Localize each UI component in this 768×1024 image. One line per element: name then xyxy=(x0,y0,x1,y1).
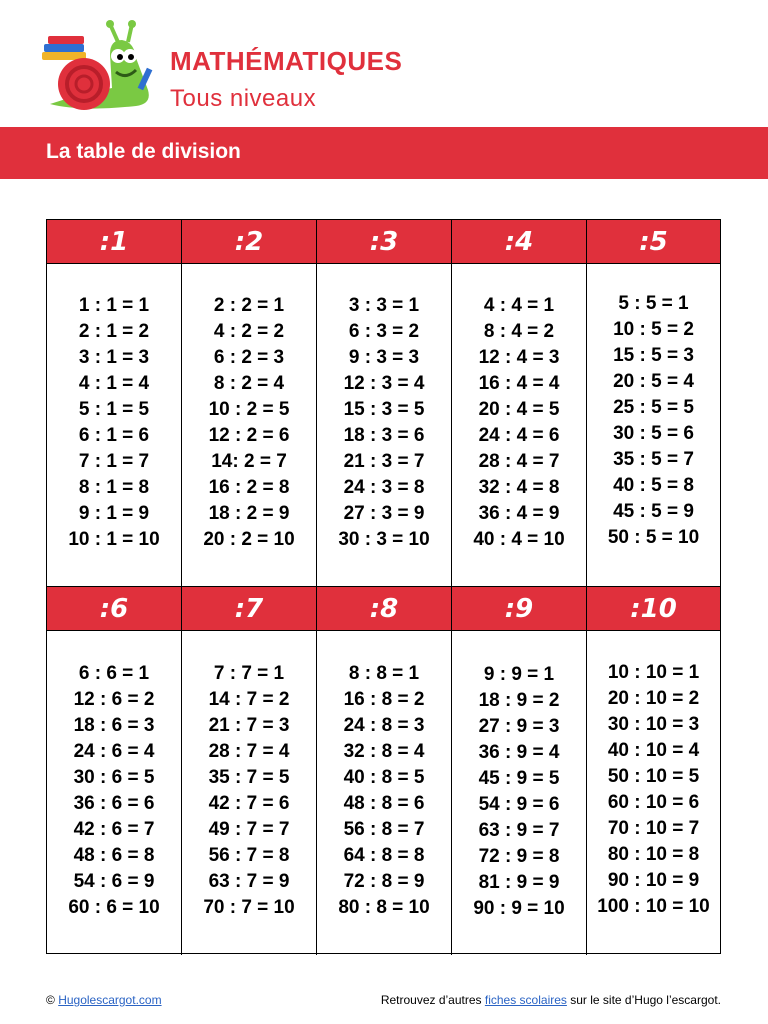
fact: 12 : 6 = 2 xyxy=(73,689,155,710)
table-column xyxy=(47,631,181,954)
fact: 36 : 9 = 4 xyxy=(478,742,560,763)
fact: 12 : 4 = 3 xyxy=(478,347,560,368)
fact: 9 : 1 = 9 xyxy=(78,503,150,524)
snail-logo-icon xyxy=(40,18,164,114)
column-divider xyxy=(316,220,317,955)
fact: 56 : 8 = 7 xyxy=(343,819,425,840)
fact: 32 : 8 = 4 xyxy=(343,741,425,762)
fact: 72 : 8 = 9 xyxy=(343,871,425,892)
table-header: :5 xyxy=(639,227,668,257)
tables-row-2 xyxy=(47,587,720,954)
tables-row-1 xyxy=(47,220,720,587)
fact: 80 : 10 = 8 xyxy=(607,844,700,865)
fact: 1 : 1 = 1 xyxy=(78,295,150,316)
footer-promo xyxy=(381,993,721,1007)
fact: 35 : 7 = 5 xyxy=(208,767,290,788)
fact: 12 : 3 = 4 xyxy=(343,373,425,394)
fact: 4 : 4 = 1 xyxy=(483,295,555,316)
fact: 42 : 7 = 6 xyxy=(208,793,290,814)
page-title: La table de division xyxy=(46,140,241,163)
fact: 30 : 5 = 6 xyxy=(613,423,694,444)
fact: 9 : 3 = 3 xyxy=(348,347,420,368)
fact: 100 : 10 = 10 xyxy=(597,896,710,917)
fact: 70 : 10 = 7 xyxy=(607,818,700,839)
table-header: :4 xyxy=(504,227,534,257)
fact: 54 : 6 = 9 xyxy=(73,871,155,892)
promo-text-after: sur le site d’Hugo l’escargot. xyxy=(570,993,721,1007)
subject-heading: MATHÉMATIQUES xyxy=(170,46,403,76)
table-column xyxy=(452,631,586,954)
fact: 56 : 7 = 8 xyxy=(208,845,290,866)
fact: 28 : 4 = 7 xyxy=(478,451,560,472)
fact: 20 : 2 = 10 xyxy=(203,529,295,550)
table-header: :2 xyxy=(234,227,264,257)
fact: 21 : 7 = 3 xyxy=(208,715,290,736)
fact: 21 : 3 = 7 xyxy=(343,451,425,472)
table-header: :1 xyxy=(99,227,129,257)
table-header: :10 xyxy=(630,594,677,624)
fact: 63 : 7 = 9 xyxy=(208,871,290,892)
fact: 63 : 9 = 7 xyxy=(478,820,560,841)
fact: 60 : 6 = 10 xyxy=(68,897,160,918)
fact: 4 : 2 = 2 xyxy=(213,321,285,342)
fact: 6 : 1 = 6 xyxy=(78,425,150,446)
fact: 7 : 1 = 7 xyxy=(78,451,150,472)
fact: 6 : 3 = 2 xyxy=(348,321,420,342)
fact: 36 : 6 = 6 xyxy=(73,793,155,814)
fact: 90 : 9 = 10 xyxy=(473,898,565,919)
fact: 45 : 5 = 9 xyxy=(613,501,694,522)
fact: 16 : 2 = 8 xyxy=(208,477,290,498)
table-header: :8 xyxy=(369,594,399,624)
table-column xyxy=(317,264,451,587)
worksheets-link[interactable]: fiches scolaires xyxy=(484,993,567,1007)
promo-text-before: Retrouvez d’autres xyxy=(380,993,482,1007)
fact: 90 : 10 = 9 xyxy=(607,870,700,891)
copyright-symbol: © xyxy=(46,993,55,1007)
division-tables-grid xyxy=(46,219,721,954)
fact: 70 : 7 = 10 xyxy=(203,897,295,918)
table-column xyxy=(182,264,316,587)
fact: 18 : 2 = 9 xyxy=(208,503,290,524)
fact: 20 : 5 = 4 xyxy=(613,371,694,392)
fact: 18 : 6 = 3 xyxy=(73,715,155,736)
fact: 8 : 2 = 4 xyxy=(213,373,285,394)
fact: 36 : 4 = 9 xyxy=(478,503,560,524)
table-column xyxy=(47,264,181,587)
fact: 5 : 1 = 5 xyxy=(78,399,150,420)
fact: 45 : 9 = 5 xyxy=(478,768,560,789)
fact: 2 : 2 = 1 xyxy=(213,295,285,316)
fact: 4 : 1 = 4 xyxy=(78,373,150,394)
fact: 16 : 8 = 2 xyxy=(343,689,425,710)
fact: 60 : 10 = 6 xyxy=(607,792,700,813)
fact: 72 : 9 = 8 xyxy=(478,846,560,867)
fact: 40 : 8 = 5 xyxy=(343,767,425,788)
fact: 30 : 10 = 3 xyxy=(607,714,700,735)
column-divider xyxy=(586,220,587,955)
fact: 49 : 7 = 7 xyxy=(208,819,290,840)
row-divider xyxy=(47,586,720,587)
fact: 12 : 2 = 6 xyxy=(208,425,290,446)
fact: 14 : 7 = 2 xyxy=(208,689,290,710)
fact: 5 : 5 = 1 xyxy=(618,293,689,314)
table-column xyxy=(587,631,720,954)
fact: 9 : 9 = 1 xyxy=(483,664,555,685)
fact: 50 : 5 = 10 xyxy=(607,527,700,548)
table-column xyxy=(317,631,451,954)
fact: 8 : 8 = 1 xyxy=(348,663,420,684)
fact: 3 : 1 = 3 xyxy=(78,347,150,368)
table-column xyxy=(587,264,720,587)
fact: 10 : 1 = 10 xyxy=(68,529,160,550)
fact: 14: 2 = 7 xyxy=(211,451,287,472)
fact: 28 : 7 = 4 xyxy=(208,741,290,762)
fact: 15 : 5 = 3 xyxy=(613,345,694,366)
fact: 18 : 9 = 2 xyxy=(478,690,560,711)
fact: 30 : 3 = 10 xyxy=(338,529,430,550)
fact: 40 : 5 = 8 xyxy=(613,475,694,496)
fact: 10 : 10 = 1 xyxy=(607,662,700,683)
fact: 50 : 10 = 5 xyxy=(607,766,700,787)
fact: 24 : 8 = 3 xyxy=(343,715,425,736)
fact: 35 : 5 = 7 xyxy=(613,449,694,470)
fact: 20 : 10 = 2 xyxy=(607,688,700,709)
table-column xyxy=(452,264,586,587)
fact: 32 : 4 = 8 xyxy=(478,477,560,498)
fact: 3 : 3 = 1 xyxy=(348,295,420,316)
footer-copyright xyxy=(46,993,162,1007)
fact: 6 : 6 = 1 xyxy=(78,663,150,684)
fact: 8 : 1 = 8 xyxy=(78,477,150,498)
table-header: :6 xyxy=(99,594,129,624)
column-divider xyxy=(451,220,452,955)
level-subheading: Tous niveaux xyxy=(170,85,317,112)
fact: 7 : 7 = 1 xyxy=(213,663,285,684)
table-header: :7 xyxy=(234,594,264,624)
fact: 24 : 4 = 6 xyxy=(478,425,560,446)
fact: 10 : 2 = 5 xyxy=(208,399,290,420)
fact: 40 : 4 = 10 xyxy=(473,529,565,550)
fact: 30 : 6 = 5 xyxy=(73,767,155,788)
fact: 27 : 9 = 3 xyxy=(478,716,560,737)
table-header: :3 xyxy=(369,227,399,257)
fact: 48 : 6 = 8 xyxy=(73,845,155,866)
site-link[interactable]: Hugolescargot.com xyxy=(58,993,162,1007)
fact: 27 : 3 = 9 xyxy=(343,503,425,524)
fact: 20 : 4 = 5 xyxy=(478,399,560,420)
fact: 25 : 5 = 5 xyxy=(613,397,694,418)
table-column xyxy=(182,631,316,954)
fact: 18 : 3 = 6 xyxy=(343,425,425,446)
fact: 2 : 1 = 2 xyxy=(78,321,150,342)
fact: 40 : 10 = 4 xyxy=(607,740,700,761)
fact: 54 : 9 = 6 xyxy=(478,794,560,815)
fact: 48 : 8 = 6 xyxy=(343,793,425,814)
fact: 81 : 9 = 9 xyxy=(478,872,560,893)
fact: 24 : 3 = 8 xyxy=(343,477,425,498)
column-divider xyxy=(181,220,182,955)
fact: 24 : 6 = 4 xyxy=(73,741,155,762)
table-header: :9 xyxy=(504,594,534,624)
fact: 10 : 5 = 2 xyxy=(613,319,694,340)
fact: 80 : 8 = 10 xyxy=(338,897,430,918)
fact: 6 : 2 = 3 xyxy=(213,347,285,368)
fact: 16 : 4 = 4 xyxy=(478,373,560,394)
fact: 15 : 3 = 5 xyxy=(343,399,425,420)
fact: 8 : 4 = 2 xyxy=(483,321,555,342)
fact: 64 : 8 = 8 xyxy=(343,845,425,866)
fact: 42 : 6 = 7 xyxy=(73,819,155,840)
